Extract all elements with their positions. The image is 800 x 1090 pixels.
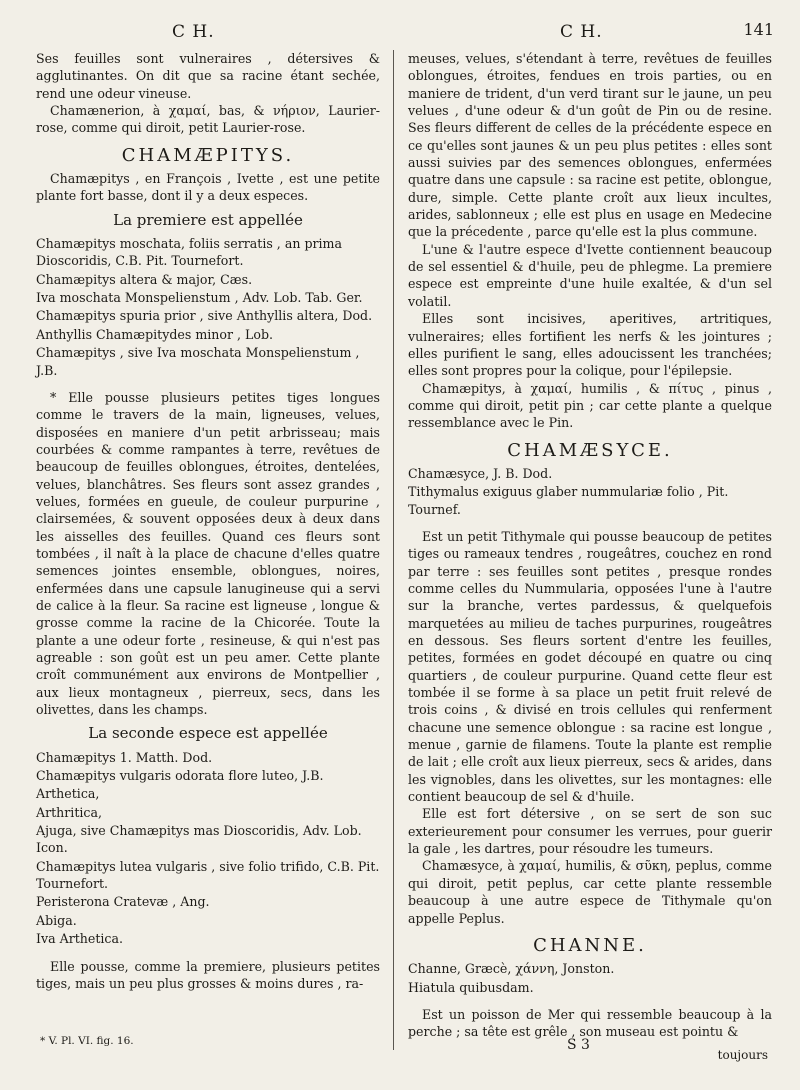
- paragraph: Elle est fort détersive , on se sert de son suc exterieurement pour consumer les verrues, pour guerir la gale , les dartres, pour résoudre les tumeurs.: [408, 806, 772, 857]
- catchword: toujours: [717, 1048, 768, 1062]
- synonym-item: Chamæpitys vulgaris odorata flore luteo, J.B.: [36, 768, 324, 784]
- signature-mark: S 3: [567, 1037, 590, 1053]
- subheading: La premiere est appellée: [113, 210, 303, 229]
- synonym-item: Hiatula quibusdam.: [408, 979, 534, 995]
- synonym-item: Arthetica,: [36, 786, 100, 802]
- paragraph: meuses, velues, s'étendant à terre, revêtues de feuilles oblongues, étroites, fendues en trois parties, ou en maniere de trident, d'un verd tirant sur le jaune, un peu velues , d'une odeur & d'un goût de Pin ou de resine. Ses fleurs different de celles de la précédente espece en ce qu'elles sont jaunes & un peu plus petites : elles sont aussi suivies par des semences oblongues, enfermées quatre dans une capsule : sa racine est petite, oblongue, dure, simple. Cette plante croît aux lieux incultes, arides, sablonneux ; elle est plus en usage en Medecine que la précedente , parce qu'elle est la plus commune.: [408, 51, 772, 240]
- footnote: * V. Pl. VI. fig. 16.: [40, 1035, 134, 1047]
- synonym-item: Abiga.: [36, 912, 77, 928]
- synonym-item: Chamæpitys lutea vulgaris , sive folio trifido, C.B. Pit. Tournefort.: [36, 858, 380, 892]
- synonym-item: Iva Arthetica.: [36, 931, 123, 947]
- column-divider: [393, 50, 394, 1050]
- etymology-paragraph: Chamæsyce, à χαμαί, humilis, & σῦκη, peplus, comme qui diroit, petit peplus, car cette plante ressemble beaucoup à une autre espece de Tithymale qu'on appelle Peplus.: [408, 858, 772, 926]
- synonym-item: Iva moschata Monspelienstum , Adv. Lob. Tab. Ger.: [36, 290, 363, 306]
- subheading: La seconde espece est appellée: [88, 724, 328, 743]
- synonym-list: [36, 749, 380, 948]
- right-column: [408, 50, 772, 1041]
- etymology-paragraph: Chamæpitys, à χαμαί, humilis , & πίτυς , pinus , comme qui diroit, petit pin ; car cette plante a quelque ressemblance avec le Pin.: [408, 380, 772, 431]
- description-paragraph: * Elle pousse plusieurs petites tiges longues comme le travers de la main, ligneuses, velues, disposées en maniere d'un petit arbrisseau; mais courbées & comme rampantes à terre, revêtues de beaucoup de feuilles oblongues, étroites, dentelées, velues, blanchâtres. Ses fleurs sont assez grandes , velues, formées en gueule, de couleur purpurine , clairsemées, & souvent opposées deux à deux dans les aisselles des feuilles. Quand ces fleurs sont tombées , il naît à la place de chacune d'elles quatre semences jointes ensemble, oblongues, noires, enfermées dans une capsule lanugineuse qui a servi de calice à la fleur. Sa racine est ligneuse , longue & grosse comme la racine de la Chicorée. Toute la plante a une odeur forte , resineuse, & qui n'est pas agreable : son goût est un peu amer. Cette plante croît communément aux environs de Montpellier , aux lieux montagneux , pierreux, secs, dans les olivettes, dans les champs.: [36, 389, 380, 718]
- synonym-item: Arthritica,: [36, 804, 102, 820]
- description-paragraph: Est un petit Tithymale qui pousse beaucoup de petites tiges ou rameaux tendres , rougeâtres, couchez en rond par terre : ses feuilles sont petites , presque rondes comme celles du Nummularia, opposées l'une à l'autre sur la branche, vertes pardessus, & quelquefois marquetées au milieu de taches purpurines, rougeâtres en dessous. Ses fleurs sortent d'entre les feuilles, petites, formées en godet découpé en quatre ou cinq quartiers , de couleur purpurine. Quand cette fleur est tombée il se forme à sa place un petit fruit relevé de trois coins , & divisé en trois cellules qui renferment chacune une semence oblongue : sa racine est longue , menue , garnie de filamens. Toute la plante est remplie de lait ; elle croît aux lieux pierreux, secs & arides, dans les vignobles, dans les olivettes, sur les montagnes: elle contient beaucoup de sel & d'huile.: [408, 528, 772, 805]
- page-number: 141: [743, 20, 774, 39]
- paragraph: Elle pousse, comme la premiere, plusieurs petites tiges, mais un peu plus grosses & moins dures , ra-: [36, 958, 380, 991]
- entry-heading-chamaesyce: CHAMÆSYCE.: [507, 439, 673, 461]
- synonym-item: Chamæpitys 1. Matth. Dod.: [36, 749, 213, 765]
- paragraph: Est un poisson de Mer qui ressemble beaucoup à la perche ; sa tête est grêle , son museau est pointu &: [408, 1006, 772, 1040]
- synonym-item: Channe, Græcè, χάννη, Jonston.: [408, 961, 615, 977]
- etymology-paragraph: Chamænerion, à χαμαί, bas, & νήριον, Laurier-rose, comme qui diroit, petit Laurier-rose.: [36, 103, 380, 136]
- synonym-item: Chamæpitys , sive Iva moschata Monspelienstum , J.B.: [36, 345, 360, 378]
- synonym-list: [408, 465, 772, 518]
- synonym-item: Chamæpitys moschata, foliis serratis , an prima Dioscoridis, C.B. Pit. Tournefort.: [36, 236, 343, 269]
- paragraph: Ses feuilles sont vulneraires , détersives & agglutinantes. On dit que sa racine étant sechée, rend une odeur vineuse.: [36, 51, 380, 101]
- synonym-item: Tithymalus exiguus glaber nummulariæ folio , Pit. Tournef.: [408, 484, 729, 517]
- running-head-left: C H.: [172, 22, 215, 42]
- synonym-item: Peristerona Cratevæ , Ang.: [36, 894, 210, 910]
- entry-heading-chamaepitys: CHAMÆPITYS.: [121, 144, 295, 166]
- synonym-item: Ajuga, sive Chamæpitys mas Dioscoridis, Adv. Lob. Icon.: [36, 823, 362, 856]
- left-column: [36, 50, 380, 992]
- running-head-right: C H.: [560, 22, 603, 42]
- synonym-item: Chamæpitys spuria prior , sive Anthyllis altera, Dod.: [36, 308, 373, 324]
- synonym-list: [36, 235, 380, 379]
- synonym-item: Chamæsyce, J. B. Dod.: [408, 465, 553, 481]
- synonym-item: Anthyllis Chamæpitydes minor , Lob.: [36, 326, 274, 342]
- paragraph: Chamæpitys , en François , Ivette , est une petite plante fort basse, dont il y a deux especes.: [36, 171, 380, 204]
- entry-heading-channe: CHANNE.: [533, 934, 647, 956]
- paragraph: Elles sont incisives, aperitives, artritiques, vulneraires; elles fortifient les nerfs & les jointures ; elles purifient le sang, elles adoucissent les tranchées; elles sont propres pour la colique, pour l'épilepsie.: [408, 311, 772, 379]
- synonym-item: Chamæpitys altera & major, Cæs.: [36, 271, 253, 287]
- synonym-list: [408, 960, 772, 996]
- paragraph: L'une & l'autre espece d'Ivette contiennent beaucoup de sel essentiel & d'huile, peu de phlegme. La premiere espece est empreinte d'une huile exaltée, & d'un sel volatil.: [408, 241, 772, 309]
